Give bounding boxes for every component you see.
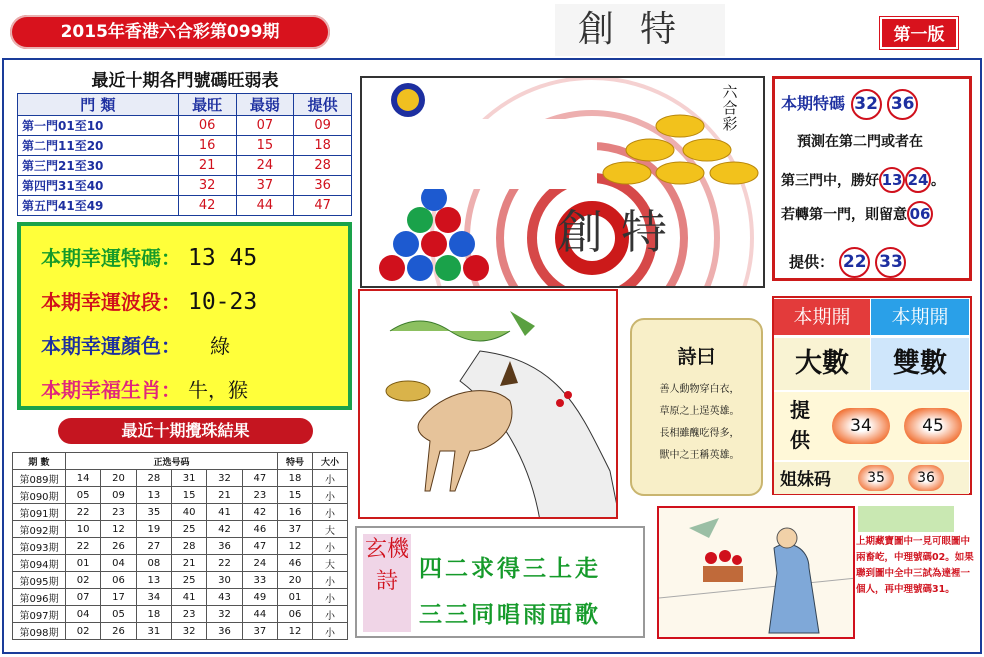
number-cell: 02 bbox=[66, 572, 101, 589]
lucky-special-value: 13 45 bbox=[187, 245, 258, 271]
number-cell: 24 bbox=[242, 555, 277, 572]
provide-value: 36 bbox=[294, 176, 352, 196]
issue-cell: 第094期 bbox=[13, 555, 66, 572]
number-cell: 25 bbox=[171, 521, 206, 538]
scholar-picture bbox=[657, 506, 855, 639]
number-cell: 21 bbox=[171, 555, 206, 572]
edition-badge: 第一版 bbox=[880, 17, 958, 49]
table-row bbox=[13, 470, 348, 487]
special-cell: 37 bbox=[278, 521, 313, 538]
door-label: 第三門21至30 bbox=[18, 156, 179, 176]
ox-illustration bbox=[360, 291, 618, 519]
treasure-note: 上期藏寶圖中一見可眼圖中兩畜屹，中理號碼02。如果聯到圖中全中三試為達裡一個人，再中理號碼31。 bbox=[856, 536, 974, 595]
special-cell: 12 bbox=[278, 623, 313, 640]
number-cell: 44 bbox=[242, 606, 277, 623]
table-row bbox=[18, 156, 352, 176]
number-cell: 28 bbox=[136, 470, 171, 487]
number-table bbox=[17, 93, 352, 216]
door-label: 第四門31至40 bbox=[18, 176, 179, 196]
poem-line: 草原之上逞英雄。 bbox=[659, 406, 740, 417]
number-cell: 28 bbox=[171, 538, 206, 555]
weak-value: 37 bbox=[236, 176, 294, 196]
lucky-special-row bbox=[41, 242, 257, 271]
table-row bbox=[13, 487, 348, 504]
scholar-illustration bbox=[659, 508, 855, 639]
provide-number: 45 bbox=[904, 408, 962, 444]
number-cell: 07 bbox=[66, 589, 101, 606]
sister-code-row bbox=[774, 462, 969, 494]
number-cell: 42 bbox=[242, 504, 277, 521]
table-row bbox=[18, 196, 352, 216]
lucky-special-label: 本期幸運特碼： bbox=[41, 246, 181, 270]
column-header: 期 數 bbox=[13, 453, 66, 470]
hot-value: 42 bbox=[178, 196, 236, 216]
number-cell: 06 bbox=[101, 572, 136, 589]
number-cell: 23 bbox=[242, 487, 277, 504]
size-cell: 小 bbox=[313, 538, 348, 555]
lucky-color-label: 本期幸運顏色： bbox=[41, 334, 181, 358]
number-cell: 13 bbox=[136, 487, 171, 504]
number-cell: 01 bbox=[66, 555, 101, 572]
number-cell: 42 bbox=[207, 521, 242, 538]
size-cell: 大 bbox=[313, 555, 348, 572]
issue-banner: 2015年香港六合彩第099期 bbox=[10, 15, 330, 49]
number-cell: 17 bbox=[101, 589, 136, 606]
poem-line: 善人動物穿白衣， bbox=[659, 384, 740, 395]
mystery-line: 三三同唱雨面歌 bbox=[419, 602, 601, 628]
tip-line-3 bbox=[781, 201, 933, 227]
number-cell: 23 bbox=[171, 606, 206, 623]
issue-cell: 第097期 bbox=[13, 606, 66, 623]
tip-number: 22 bbox=[839, 247, 870, 278]
number-cell: 49 bbox=[242, 589, 277, 606]
special-cell: 01 bbox=[278, 589, 313, 606]
number-cell: 05 bbox=[66, 487, 101, 504]
issue-cell: 第091期 bbox=[13, 504, 66, 521]
number-cell: 35 bbox=[136, 504, 171, 521]
table-row bbox=[13, 606, 348, 623]
note-banner bbox=[858, 506, 954, 532]
special-cell: 16 bbox=[278, 504, 313, 521]
even-number-label: 雙數 bbox=[871, 338, 969, 390]
special-tip-box bbox=[772, 76, 972, 281]
column-header: 最弱 bbox=[236, 94, 294, 116]
weak-value: 15 bbox=[236, 136, 294, 156]
open-header-b: 本期開 bbox=[871, 299, 969, 335]
number-cell: 41 bbox=[207, 504, 242, 521]
number-cell: 22 bbox=[66, 538, 101, 555]
number-cell: 04 bbox=[101, 555, 136, 572]
lucky-color-value: 綠 bbox=[209, 334, 230, 358]
poem-title: 詩曰 bbox=[677, 346, 716, 368]
door-label: 第一門01至10 bbox=[18, 116, 179, 136]
number-cell: 36 bbox=[207, 623, 242, 640]
door-label: 第二門11至20 bbox=[18, 136, 179, 156]
table-header-row bbox=[18, 94, 352, 116]
provide-value: 18 bbox=[294, 136, 352, 156]
tip-number: 13 bbox=[879, 167, 905, 193]
tip-line: 預測在第二門或者在 bbox=[797, 134, 923, 150]
ox-icon bbox=[418, 391, 512, 491]
provide-label: 提供 bbox=[790, 398, 810, 452]
tip-provide-label: 提供： bbox=[789, 253, 835, 271]
number-cell: 40 bbox=[171, 504, 206, 521]
provide-box bbox=[774, 392, 969, 460]
tip-provide-row bbox=[789, 247, 906, 278]
column-header: 最旺 bbox=[178, 94, 236, 116]
provide-value: 47 bbox=[294, 196, 352, 216]
number-cell: 31 bbox=[136, 623, 171, 640]
number-cell: 26 bbox=[101, 538, 136, 555]
tip-text: 。 bbox=[931, 173, 945, 189]
size-cell: 小 bbox=[313, 504, 348, 521]
tip-line-2 bbox=[781, 167, 945, 193]
weak-value: 24 bbox=[236, 156, 294, 176]
number-cell: 36 bbox=[207, 538, 242, 555]
number-cell: 08 bbox=[136, 555, 171, 572]
number-cell: 25 bbox=[171, 572, 206, 589]
special-cell: 18 bbox=[278, 470, 313, 487]
number-cell: 18 bbox=[136, 606, 171, 623]
number-cell: 21 bbox=[207, 487, 242, 504]
lucky-band-label: 本期幸運波段： bbox=[41, 290, 181, 314]
issue-cell: 第093期 bbox=[13, 538, 66, 555]
hot-value: 06 bbox=[178, 116, 236, 136]
provide-value: 09 bbox=[294, 116, 352, 136]
weak-value: 07 bbox=[236, 116, 294, 136]
table-header-row bbox=[13, 453, 348, 470]
lucky-zodiac-row bbox=[41, 374, 248, 403]
tip-header-row bbox=[781, 89, 918, 120]
issue-cell: 第092期 bbox=[13, 521, 66, 538]
table-row bbox=[18, 116, 352, 136]
big-number-label: 大數 bbox=[774, 338, 870, 390]
special-cell: 12 bbox=[278, 538, 313, 555]
number-cell: 15 bbox=[171, 487, 206, 504]
number-cell: 32 bbox=[207, 470, 242, 487]
results-body bbox=[13, 470, 348, 640]
tip-number: 06 bbox=[907, 201, 933, 227]
mystery-poem-box bbox=[355, 526, 645, 638]
table-row bbox=[13, 572, 348, 589]
number-cell: 23 bbox=[101, 504, 136, 521]
picture-blank-area bbox=[397, 119, 597, 189]
number-cell: 22 bbox=[66, 504, 101, 521]
lucky-zodiac-value: 牛，猴 bbox=[187, 378, 248, 402]
issue-cell: 第089期 bbox=[13, 470, 66, 487]
size-cell: 小 bbox=[313, 623, 348, 640]
lucky-band-value: 10-23 bbox=[187, 289, 258, 315]
tip-number: 36 bbox=[887, 89, 918, 120]
results-title: 最近十期攪珠結果 bbox=[58, 418, 313, 444]
column-header: 特号 bbox=[278, 453, 313, 470]
number-cell: 14 bbox=[66, 470, 101, 487]
sister-number: 35 bbox=[858, 465, 894, 491]
size-cell: 小 bbox=[313, 606, 348, 623]
issue-cell: 第090期 bbox=[13, 487, 66, 504]
mystery-line: 四二求得三上走 bbox=[419, 556, 601, 582]
size-cell: 小 bbox=[313, 487, 348, 504]
size-cell: 大 bbox=[313, 521, 348, 538]
column-header: 門 類 bbox=[18, 94, 179, 116]
lucky-box bbox=[17, 222, 352, 410]
open-header-a: 本期開 bbox=[774, 299, 870, 335]
poem-scroll bbox=[630, 318, 763, 496]
number-cell: 13 bbox=[136, 572, 171, 589]
sister-code-label: 姐妹码 bbox=[780, 470, 831, 490]
provide-number: 34 bbox=[832, 408, 890, 444]
tip-number: 32 bbox=[851, 89, 882, 120]
number-cell: 10 bbox=[66, 521, 101, 538]
table-row bbox=[13, 504, 348, 521]
size-cell: 小 bbox=[313, 470, 348, 487]
poem-line: 長相雖醜吃得多， bbox=[659, 428, 740, 439]
table-row bbox=[13, 555, 348, 572]
column-header: 大小 bbox=[313, 453, 348, 470]
results-table bbox=[12, 452, 348, 640]
hot-value: 21 bbox=[178, 156, 236, 176]
number-table-title: 最近十期各門號碼旺弱表 bbox=[91, 71, 279, 91]
table-row bbox=[13, 589, 348, 606]
column-header: 正选号码 bbox=[66, 453, 278, 470]
tip-text: 第三門中，勝好 bbox=[781, 173, 879, 189]
issue-cell: 第098期 bbox=[13, 623, 66, 640]
lucky-band-row bbox=[41, 286, 257, 315]
picture-title: 創特 bbox=[557, 205, 685, 259]
issue-cell: 第096期 bbox=[13, 589, 66, 606]
number-cell: 20 bbox=[101, 470, 136, 487]
tip-number: 33 bbox=[875, 247, 906, 278]
number-cell: 22 bbox=[207, 555, 242, 572]
page-title: 創特 bbox=[555, 4, 725, 56]
number-cell: 26 bbox=[101, 623, 136, 640]
door-label: 第五門41至49 bbox=[18, 196, 179, 216]
ox-picture bbox=[358, 289, 618, 519]
number-cell: 09 bbox=[101, 487, 136, 504]
table-row bbox=[13, 538, 348, 555]
number-cell: 12 bbox=[101, 521, 136, 538]
number-cell: 31 bbox=[171, 470, 206, 487]
column-header: 提供 bbox=[294, 94, 352, 116]
special-cell: 15 bbox=[278, 487, 313, 504]
number-cell: 05 bbox=[101, 606, 136, 623]
size-cell: 小 bbox=[313, 589, 348, 606]
number-cell: 33 bbox=[242, 572, 277, 589]
special-cell: 20 bbox=[278, 572, 313, 589]
number-cell: 30 bbox=[207, 572, 242, 589]
tip-number: 24 bbox=[905, 167, 931, 193]
number-cell: 32 bbox=[171, 623, 206, 640]
issue-cell: 第095期 bbox=[13, 572, 66, 589]
hot-value: 16 bbox=[178, 136, 236, 156]
number-cell: 34 bbox=[136, 589, 171, 606]
number-cell: 04 bbox=[66, 606, 101, 623]
number-cell: 32 bbox=[207, 606, 242, 623]
lucky-color-row bbox=[41, 330, 230, 359]
number-cell: 19 bbox=[136, 521, 171, 538]
lottery-badge: 六合彩 bbox=[722, 83, 738, 133]
tip-label: 本期特碼 bbox=[781, 94, 846, 113]
number-cell: 27 bbox=[136, 538, 171, 555]
table-row bbox=[18, 136, 352, 156]
number-cell: 46 bbox=[242, 521, 277, 538]
poem-line: 獸中之王稱英雄。 bbox=[659, 450, 740, 461]
sister-number: 36 bbox=[908, 465, 944, 491]
number-cell: 41 bbox=[171, 589, 206, 606]
table-row bbox=[18, 176, 352, 196]
special-cell: 06 bbox=[278, 606, 313, 623]
special-cell: 46 bbox=[278, 555, 313, 572]
number-cell: 47 bbox=[242, 470, 277, 487]
number-cell: 47 bbox=[242, 538, 277, 555]
table-row bbox=[13, 623, 348, 640]
number-cell: 37 bbox=[242, 623, 277, 640]
weak-value: 44 bbox=[236, 196, 294, 216]
lucky-zodiac-label: 本期幸福生肖： bbox=[41, 378, 181, 402]
hot-value: 32 bbox=[178, 176, 236, 196]
table-row bbox=[13, 521, 348, 538]
provide-value: 28 bbox=[294, 156, 352, 176]
number-cell: 43 bbox=[207, 589, 242, 606]
number-cell: 02 bbox=[66, 623, 101, 640]
size-cell: 小 bbox=[313, 572, 348, 589]
mystery-label: 玄機詩 bbox=[363, 534, 411, 632]
tip-text: 若轉第一門，則留意 bbox=[781, 207, 907, 223]
